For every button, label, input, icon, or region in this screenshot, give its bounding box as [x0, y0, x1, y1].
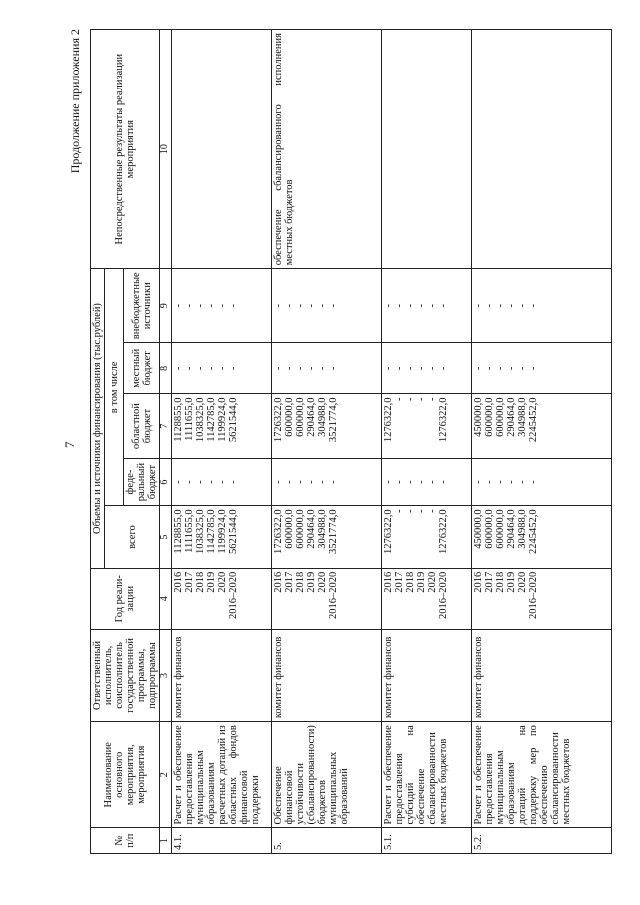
row-local-value: - [472, 366, 484, 371]
row-total-value: - [415, 509, 427, 513]
header-responsible: Ответственный исполнитель, соисполнитель государственной программы, подпрограммы [91, 629, 160, 721]
row-total-value: 600000,0 [294, 509, 306, 549]
row-federal [271, 458, 381, 506]
row-years-value: 2018 [404, 571, 416, 593]
row-federal [171, 458, 271, 506]
row-federal-value: - [415, 480, 427, 484]
row-total-value: 304988,0 [316, 509, 328, 549]
row-total-value: 1142785,0 [205, 509, 217, 554]
row-total-value: 1199924,0 [216, 509, 228, 554]
page-number: 7 [62, 441, 77, 448]
row-extra-value: - [294, 304, 306, 308]
row-total-value: 1038325,0 [194, 509, 206, 554]
row-total-value: 3521774,0 [327, 509, 339, 554]
row-local-value: - [172, 366, 184, 371]
row-extra-value: - [205, 304, 217, 308]
row-federal-value: - [205, 480, 217, 484]
row-local [381, 343, 471, 394]
row-extra-value: - [404, 304, 416, 308]
row-local-value: - [382, 366, 394, 371]
row-local [471, 343, 611, 394]
row-result: обеспечение сбалансированного исполнения местных бюджетов [271, 30, 381, 269]
row-years [471, 568, 611, 629]
header-volumes: Объемы и источники финансирования (тыс.рублей) [91, 269, 105, 568]
col-number: 9 [160, 269, 172, 343]
row-total-value: 1276322,0 [437, 509, 449, 554]
row-name: Расчет и обеспечение предоставления муниципальным образованиям расчетных дотаций из областных фондов финансовой поддержки [171, 722, 271, 828]
row-result [171, 30, 271, 269]
row-years-value: 2018 [294, 571, 306, 593]
row-local-value: - [327, 366, 339, 371]
row-responsible: комитет финансов [471, 629, 611, 721]
row-regional-value: 1128855,0 [172, 397, 184, 442]
table-row [471, 30, 611, 854]
col-number: 8 [160, 343, 172, 394]
row-local-value: - [426, 366, 438, 371]
row-federal-value: - [183, 480, 195, 484]
row-federal-value: - [494, 480, 506, 484]
header-extra: внебюджетные источники [124, 269, 160, 343]
row-years-value: 2019 [505, 571, 517, 593]
row-local-value: - [294, 366, 306, 371]
row-extra [171, 269, 271, 343]
row-federal-value: - [194, 480, 206, 484]
row-local [171, 343, 271, 394]
row-extra-value: - [283, 304, 295, 308]
row-regional-value: 304988,0 [516, 397, 528, 437]
row-years-value: 2019 [205, 571, 217, 593]
row-years [171, 568, 271, 629]
row-years-value: 2016 [272, 571, 284, 593]
row-extra-value: - [305, 304, 317, 308]
row-federal-value: - [393, 480, 405, 484]
row-extra-value: - [227, 304, 239, 308]
row-local-value: - [494, 366, 506, 371]
col-number: 4 [160, 568, 172, 629]
row-result [381, 30, 471, 269]
row-extra-value: - [415, 304, 427, 308]
row-regional-value: 1276322,0 [437, 397, 449, 443]
header-federal: феде-ральный бюджет [124, 458, 160, 506]
row-total-value: 600000,0 [494, 509, 506, 549]
row-regional-value: 600000,0 [483, 397, 495, 437]
row-extra-value: - [472, 304, 484, 308]
table-row [381, 30, 471, 854]
row-local-value: - [505, 366, 517, 371]
rotated-table-page [68, 29, 572, 854]
row-years-value: 2018 [194, 571, 206, 593]
row-extra-value: - [194, 304, 206, 308]
row-regional-value: 600000,0 [494, 397, 506, 437]
row-regional-value: 290464,0 [505, 397, 517, 437]
header-total: всего [105, 506, 160, 568]
row-local-value: - [283, 366, 295, 371]
row-federal-value: - [437, 480, 449, 484]
row-regional-value: 2245452,0 [527, 397, 539, 443]
row-local-value: - [415, 366, 427, 371]
row-local-value: - [216, 366, 228, 371]
row-extra-value: - [393, 304, 405, 308]
row-local [271, 343, 381, 394]
header-results: Непосредственные результаты реализации мероприятия [91, 30, 160, 269]
row-local-value: - [205, 366, 217, 371]
row-number: 5.1. [381, 828, 471, 854]
row-local-value: - [393, 366, 405, 371]
row-extra-value: - [216, 304, 228, 308]
row-federal-value: - [216, 480, 228, 484]
row-extra-value: - [272, 304, 284, 308]
col-number: 2 [160, 722, 172, 828]
header-local: местный бюджет [124, 343, 160, 394]
row-local-value: - [516, 366, 528, 371]
row-regional-value: 1142785,0 [205, 397, 217, 442]
row-total-value: - [393, 509, 405, 513]
row-local-value: - [404, 366, 416, 371]
row-years [271, 568, 381, 629]
table-row [271, 30, 381, 854]
row-total-value: 450000,0 [472, 509, 484, 549]
row-regional-value: - [426, 397, 438, 401]
header-num: № п/п [91, 828, 160, 854]
row-years-value: 2017 [393, 571, 405, 593]
row-years-value: 2018 [494, 571, 506, 593]
row-regional-value: 1199924,0 [216, 397, 228, 442]
row-responsible: комитет финансов [171, 629, 271, 721]
row-years-value: 2020 [426, 571, 438, 593]
row-extra [381, 269, 471, 343]
row-total [271, 506, 381, 568]
row-name: Расчет и обеспечение предоставления муниципальным образованиям дотаций на поддержку мер по обеспечению сбалансированности местных бюджетов [471, 722, 611, 828]
row-federal-value: - [272, 480, 284, 484]
row-years-value: 2017 [483, 571, 495, 593]
row-extra-value: - [327, 304, 339, 308]
row-federal-value: - [426, 480, 438, 484]
row-regional-value: 1038325,0 [194, 397, 206, 443]
row-regional-value: 450000,0 [472, 397, 484, 437]
row-federal-value: - [305, 480, 317, 484]
row-federal-value: - [516, 480, 528, 484]
row-years-value: 2016–2020 [327, 571, 339, 620]
row-local-value: - [272, 366, 284, 371]
col-number: 6 [160, 458, 172, 506]
row-total-value: - [404, 509, 416, 513]
row-years-value: 2020 [516, 571, 528, 593]
row-extra-value: - [527, 304, 539, 308]
row-name: Расчет и обеспечение предоставления субсидий на обеспечение сбалансированности местных бюджетов [381, 722, 471, 828]
row-years-value: 2019 [415, 571, 427, 593]
row-years-value: 2020 [316, 571, 328, 593]
financing-table [90, 29, 612, 854]
row-years-value: 2016–2020 [227, 571, 239, 620]
row-extra-value: - [437, 304, 449, 308]
row-total-value: 1111655,0 [183, 509, 195, 553]
row-federal-value: - [404, 480, 416, 484]
row-total-value: 600000,0 [283, 509, 295, 549]
table-body [171, 30, 611, 854]
row-total [171, 506, 271, 568]
row-local-value: - [183, 366, 195, 371]
row-federal [471, 458, 611, 506]
row-total-value: 1726322,0 [272, 509, 284, 554]
row-years-value: 2020 [216, 571, 228, 593]
row-total-value: 600000,0 [483, 509, 495, 549]
row-extra-value: - [494, 304, 506, 308]
row-responsible: комитет финансов [271, 629, 381, 721]
col-number: 10 [160, 30, 172, 269]
row-years-value: 2016 [172, 571, 184, 593]
row-name: Обеспечение финансовой устойчивости (сбалансированности) бюджетов муниципальных образований [271, 722, 381, 828]
row-years-value: 2019 [305, 571, 317, 593]
row-total [471, 506, 611, 568]
row-federal-value: - [227, 480, 239, 484]
row-result [471, 30, 611, 269]
appendix-heading: Продолжение приложения 2 [68, 29, 82, 174]
row-local-value: - [316, 366, 328, 371]
row-federal-value: - [472, 480, 484, 484]
row-local-value: - [483, 366, 495, 371]
row-regional [271, 394, 381, 458]
row-responsible: комитет финансов [381, 629, 471, 721]
row-federal-value: - [172, 480, 184, 484]
col-number: 3 [160, 629, 172, 721]
row-regional-value: 1726322,0 [272, 397, 284, 443]
header-regional: областной бюджет [124, 394, 160, 458]
row-regional [171, 394, 271, 458]
row-years [381, 568, 471, 629]
header-year: Год реали-зации [91, 568, 160, 629]
row-years-value: 2017 [183, 571, 195, 593]
row-years-value: 2016–2020 [437, 571, 449, 620]
row-total-value: 2245452,0 [527, 509, 539, 554]
row-extra [271, 269, 381, 343]
row-total-value: 1276322,0 [382, 509, 394, 554]
row-extra-value: - [172, 304, 184, 308]
row-extra-value: - [483, 304, 495, 308]
col-number: 1 [160, 828, 172, 854]
row-regional-value: - [415, 397, 427, 401]
row-extra-value: - [426, 304, 438, 308]
row-regional-value: 600000,0 [283, 397, 295, 437]
row-federal-value: - [316, 480, 328, 484]
row-regional [471, 394, 611, 458]
row-extra-value: - [505, 304, 517, 308]
col-number: 7 [160, 394, 172, 458]
row-regional-value: 304988,0 [316, 397, 328, 437]
row-federal-value: - [382, 480, 394, 484]
row-regional-value: 290464,0 [305, 397, 317, 437]
row-local-value: - [194, 366, 206, 371]
row-total [381, 506, 471, 568]
table-row [171, 30, 271, 854]
row-number: 4.1. [171, 828, 271, 854]
row-regional [381, 394, 471, 458]
row-extra-value: - [183, 304, 195, 308]
row-extra-value: - [316, 304, 328, 308]
row-total-value: 304988,0 [516, 509, 528, 549]
row-local-value: - [437, 366, 449, 371]
row-regional-value: - [404, 397, 416, 401]
row-federal-value: - [327, 480, 339, 484]
row-years-value: 2017 [283, 571, 295, 593]
row-local-value: - [227, 366, 239, 371]
header-name: Наименование основного мероприятия, мероприятия [91, 722, 160, 828]
row-number: 5.2. [471, 828, 611, 854]
row-federal-value: - [294, 480, 306, 484]
row-regional-value: 5621544,0 [227, 397, 239, 443]
row-number: 5. [271, 828, 381, 854]
row-regional-value: 600000,0 [294, 397, 306, 437]
row-total-value: - [426, 509, 438, 513]
row-regional-value: 1276322,0 [382, 397, 394, 443]
row-federal-value: - [527, 480, 539, 484]
row-total-value: 290464,0 [505, 509, 517, 549]
row-local-value: - [527, 366, 539, 371]
col-number: 5 [160, 506, 172, 568]
row-regional-value: 3521774,0 [327, 397, 339, 443]
row-extra-value: - [382, 304, 394, 308]
row-extra [471, 269, 611, 343]
row-federal-value: - [283, 480, 295, 484]
row-years-value: 2016 [382, 571, 394, 593]
row-extra-value: - [516, 304, 528, 308]
row-regional-value: 1111655,0 [183, 397, 195, 441]
row-regional-value: - [393, 397, 405, 401]
row-total-value: 290464,0 [305, 509, 317, 549]
row-federal-value: - [483, 480, 495, 484]
row-local-value: - [305, 366, 317, 371]
row-total-value: 1128855,0 [172, 509, 184, 554]
header-including: в том числе [105, 269, 124, 506]
row-total-value: 5621544,0 [227, 509, 239, 554]
row-years-value: 2016–2020 [527, 571, 539, 620]
row-federal [381, 458, 471, 506]
row-federal-value: - [505, 480, 517, 484]
row-years-value: 2016 [472, 571, 484, 593]
